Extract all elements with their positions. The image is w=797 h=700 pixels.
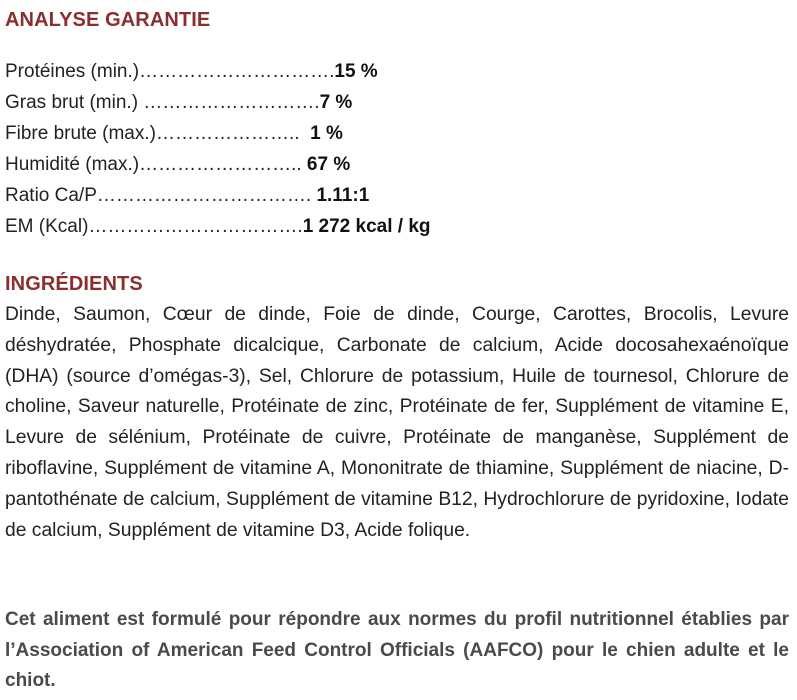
analysis-label: Humidité (max.)……………………..	[5, 154, 307, 175]
analysis-row-ca-p-ratio	[5, 180, 431, 211]
analysis-value: 7 %	[319, 92, 353, 113]
analysis-row-energy	[5, 211, 431, 242]
analysis-row-fiber	[5, 118, 431, 149]
aafco-statement: Cet aliment est formulé pour répondre aux normes du profil nutritionnel établies par l’Association of American Feed Control Officials (AAFCO) pour le chien adulte et le chiot.	[5, 609, 789, 691]
analysis-value: 1.11:1	[316, 185, 370, 206]
analysis-value: 1 %	[304, 123, 343, 144]
analysis-label: EM (Kcal)…………………………….	[5, 216, 303, 237]
ingredients-text: Dinde, Saumon, Cœur de dinde, Foie de dinde, Courge, Carottes, Brocolis, Levure déshydratée, Phosphate dicalcique, Carbonate de calcium, Acide docosahexaénoïque (DHA) (source d’omégas-3), Sel, Chlorure de potassium, Huile de tournesol, Chlorure de choline, Saveur naturelle, Protéinate de zinc, Protéinate de fer, Supplément de vitamine E, Levure de sélénium, Protéinate de cuivre, Protéinate de manganèse, Supplément de riboflavine, Supplément de vitamine A, Mononitrate de thiamine, Supplément de niacine, D-pantothénate de calcium, Supplément de vitamine B12, Hydrochlorure de pyridoxine, Iodate de calcium, Supplément de vitamine D3, Acide folique.	[5, 304, 789, 541]
analysis-value: 1 272 kcal / kg	[302, 216, 431, 237]
analysis-label: Fibre brute (max.)…………………..	[5, 123, 305, 144]
analysis-label: Protéines (min.)………………………….	[5, 61, 335, 82]
analysis-label: Gras brut (min.) ……………………….	[5, 92, 320, 113]
analysis-label: Ratio Ca/P…………………………….	[5, 185, 317, 206]
guaranteed-analysis-list	[5, 56, 431, 242]
analysis-row-fat	[5, 87, 431, 118]
analysis-row-moisture	[5, 149, 431, 180]
analysis-row-protein	[5, 56, 431, 87]
analysis-value: 67 %	[306, 154, 351, 175]
guaranteed-analysis-heading: ANALYSE GARANTIE	[5, 9, 211, 31]
ingredients-heading: INGRÉDIENTS	[5, 273, 143, 295]
analysis-value: 15 %	[334, 61, 378, 82]
